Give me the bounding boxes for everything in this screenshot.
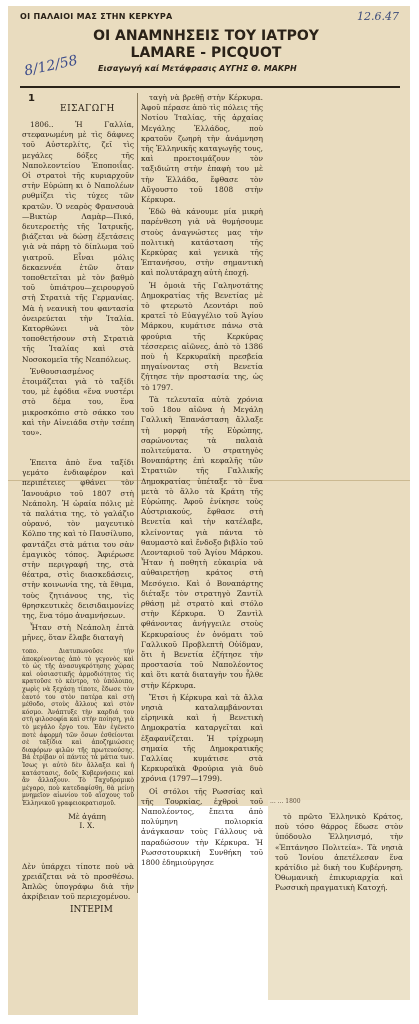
left-column-2 — [22, 458, 134, 643]
cut-line-text: ... ... 1800 — [270, 798, 301, 805]
paragraph: Οἱ στόλοι τῆς Ρωσσίας καὶ τῆς Τουρκίας, ἐχθροὶ τοῦ Ναπολέοντος, ἔπειτα ἀπὸ πολύμηνη πολιορκία ἀνάγκασαν τοὺς Γάλλους νὰ παραδώσουν τὴν Κέρκυρα. Ἡ Ρωσσοτουρκικὴ Συνθήκη τοῦ 1800 ἐδημιούργησε — [141, 786, 263, 868]
signature — [62, 812, 112, 830]
signature-line: Ι. Χ. — [79, 821, 95, 830]
source-credit: ΙΝΤΕΡΙΜ — [70, 905, 113, 915]
section-strip: ΟΙ ΠΑΛΑΙΟΙ ΜΑΣ ΣΤΗΝ ΚΕΡΚΥΡΑ — [20, 12, 173, 21]
left-column-3: Δὲν ὑπάρχει τίποτε ποὺ νὰ χρειάζεται νὰ τὸ προσθέσω. Ἁπλῶς ὑπογράφω διὰ τὴν ἀκρίβειαν τοῦ περιεχομένου. — [22, 862, 134, 901]
paragraph: Ἐδῶ θὰ κάνουμε μία μικρὴ παρένθεση γιὰ νὰ θυμήσουμε στοὺς ἀναγνώστες μας τὴν πολιτικὴ κατάσταση τῆς Κερκύρας καὶ γενικὰ τῆς Ἑπτανήσου, στὴν σημαντικὴ καὶ πολυτάραχη αὐτὴ ἐποχή. — [141, 207, 263, 278]
paragraph: Ἡ ὁμοιὰ τῆς Γαληνοτάτης Δημοκρατίας τῆς Βενετίας μὲ τὸ φτερωτὸ Λεοντάρι ποῦ κρατεῖ τὸ Εὐαγγέλιο τοῦ Ἁγίου Μάρκου, κυμάτισε πάνω στὰ φρούρια τῆς Κερκύρας τέσσερεις αἰῶνες, ἀπὸ τὸ 1386 ποὺ ἡ Κερκυραϊκὴ πρεσβεία πηγαίνοντας στὴ Βενετία ζήτησε τὴν προστασία της, ὡς τὸ 1797. — [141, 280, 263, 392]
paragraph: Ἔτσι ἡ Κέρκυρα καὶ τὰ ἄλλα νησιὰ καταλαμβάνονται εἰρηνικὰ καὶ ἡ Βενετικὴ Δημοκρατία καταργεῖται καὶ ἐξαφανίζεται. Ἡ τρίχρωμη σημαία τῆς Δημοκρατικῆς Γαλλίας κυμάτισε στὰ Κερκυραϊκὰ Φρούρια γιὰ δυὸ χρόνια (1797—1799). — [141, 692, 263, 784]
section-title: ΕΙΣΑΓΩΓΗ — [60, 104, 115, 114]
paragraph: ταγὴ νὰ βρεθῇ στὴν Κέρκυρα. Ἀφοῦ πέρασε ἀπὸ τὶς πόλεις τῆς Νοτίου Ἰταλίας, τῆς ἀρχαίας Μεγάλης Ἑλλάδος, ποὺ κρατοῦν ζωηρὴ τὴν ἀνάμνηση τῆς Ἑλληνικῆς καταγωγῆς τους, καὶ προετοιμάζουν τὸν ταξιδιώτη στὴν ἐπαφὴ του μὲ τὴν Ἑλλάδα, ἔφθασε τὸν Αὔγουστο τοῦ 1808 στὴν Κέρκυρα. — [141, 93, 263, 205]
headline: ΟΙ ΑΝΑΜΝΗΣΕΙΣ ΤΟΥ ΙΑΤΡΟΥ LAMARE - PICQUOT — [93, 28, 319, 61]
column-number: 1 — [28, 93, 35, 104]
header-rule — [20, 86, 400, 88]
paragraph: Ἦταν στὴ Νεάπολη ἐπτὰ μῆνες, ὅταν ἔλαβε διαταγὴ — [22, 623, 134, 643]
handwritten-date-top: 12.6.47 — [357, 10, 399, 23]
right-column — [141, 93, 263, 868]
letter-block: τοπο. Διατυπωνοῦσε τὴν ἀποκρίνοντας ἀπὸ τὸ γεγονὸς καὶ τὸ ὡς τῆς ἀνασυγκρότησης χώρας καὶ οὐσιαστικῆς ἀρμοδιότητος τὶς κρατοῦσε τὸ κέντρο, τὸ ὑπόλοιπο, χωρὶς νὰ ξεχάσῃ τίποτε, ἔδωσε τὸν ἑαυτό του στὸν πατέρα καὶ στὴ μέθοδο, στοὺς ἄλλους καὶ στὸν κόσμο. Ἀνάπτυξε τὴν καρδιά του στὴ φιλοσοφία καὶ στὴν ποίηση, γιὰ τὸ μεγάλο ἔργο του. Ἐὰν ἐγένετο ποτὲ ἀφορμὴ τῶν ὅσων ἐσθείονται σὲ ταξίδια καὶ ἀποζημιώσεις διαφόρων φιλῶν τῆς πρωτευούσης. Βά ἐτρίβαν οἱ πάντες τὰ μάτια των. Ἰσως γι αὐτὸ δὲν ἄλλαξει καὶ ἡ κατάστασις, δοῦς Κυβερνήσεις καὶ ἂν ἄλλαξουν. Τὸ Ταχυδρομικὸ μέγαρο, ποὺ κατεδαφίσθη, θὰ μείνῃ μνημεῖον αἰωνίου τοῦ αἴσχους τοῦ Ἑλληνικοῦ γραφειοκρατισμοῦ. — [22, 648, 134, 807]
byline: Εισαγωγή καί Μετάφρασις ΑΥΓΗΣ Θ. ΜΑΚΡΗ — [98, 64, 297, 73]
paragraph: Ἐπειτα ἀπὸ ἕνα ταξίδι γεμάτο ἐνδιαφέρον καὶ περιπέτειες φθάνει τὸν Ἰανουάριο τοῦ 1807 στὴ Νεάπολη. Ἡ ὡραία πόλις μὲ τὰ παλάτια της, τὸ γαλάζιο οὐρανό, τὸν μαγευτικὸ Κόλπο της καὶ τὸ Παυσίλυπο, φαντάζει στὰ μάτια του σὰν ἐμαγικὸς τόπος. Ἀφιέρωσε στὴν περιγραφή της, στὰ θέατρα, στὶς διασκεδάσεις, στὴν κοινωνία της, τὰ ἔθιμα, τοὺς ζητιάνους της, τὶς θρησκευτικὲς δεισιδαιμονίες της, ἕνα τόμο ἀναμνήσεων. — [22, 458, 134, 621]
handwritten-date-stamp: 8/12/58 — [22, 52, 80, 80]
column-divider — [137, 93, 138, 893]
paragraph: 1806.. Ἡ Γαλλία, στεφανωμένη μὲ τὶς δάφνες τοῦ Αὐστερλίτς, ζεῖ τὶς μεγάλες δόξες τῆς Ναπολεοντείου Ἐποποιΐας. Οἱ στρατοὶ τῆς κυριαρχοῦν στὴν Εὐρώπη κι ὁ Ναπολέων ρυθμίζει τὶς τύχες τῶν κρατῶν. Ὁ νεαρὸς Φρανσουὰ—Βικτὼρ Λαμὰρ—Πικό, δευτεροετὴς τῆς Ἰατρικῆς, βιάζεται νὰ δώσῃ ἐξετάσεις γιὰ νὰ πάρῃ τὸ δίπλωμα τοῦ γιατροῦ. Εἶναι μόλις δεκαεννέα ἐτῶν ὅταν τοποθετεῖται μὲ τὸν βαθμὸ τοῦ ὑπιάτρου—χειρουργοῦ στὴ Στρατιὰ τῆς Γερμανίας. Μὰ ἡ νεανικὴ του φαντασία ὀνειρεύεται τὴν Ἰταλία. Κατορθώνει νὰ τὸν τοποθετήσουν στὴ Στρατιὰ τῆς Ἰταλίας καὶ στὰ Νοσοκομεῖα τῆς Νεαπόλεως. — [22, 120, 134, 364]
left-column-1 — [22, 120, 134, 455]
paragraph: Τὰ τελευταῖα αὐτὰ χρόνια τοῦ 18ου αἰῶνα ἡ Μεγάλη Γαλλικὴ Ἐπανάσταση ἄλλαξε τὴ μορφὴ τῆς Εὐρώπης, σαρώνοντας τὰ παλαιὰ πολιτεύματα. Ὁ στρατηγὸς Βοναπάρτης ἐπὶ κεφαλῆς τῶν Στρατιῶν τῆς Γαλλικῆς Δημοκρατίας ὑπέταξε τὸ ἕνα μετὰ τὸ ἄλλο τὰ Κράτη τῆς Εὐρώπης. Ἀφοῦ ἐνίκησε τοὺς Αὐστριακούς, ἔφθασε στὴ Βενετία καὶ τὴν κατέλαβε, κλείνοντας γιὰ πάντα τὸ θαυμαστὸ καὶ ἔνδοξο βιβλίο τοῦ Λεονταριοῦ τοῦ Ἁγίου Μάρκου. Ἦταν ἡ ποθητὴ εὐκαιρία νὰ αὐθαιρετήσῃ κράτος στὴ Μεσόγειο. Καὶ ὁ Βοναπάρτης διέταξε τὸν στρατηγὸ Ζαντίλ ρθάσῃ μὲ στρατὸ καὶ στόλο στὴν Κέρκυρα. Ὁ Ζαντὶλ φθάνοντας ἀνήγγειλε στοὺς Κερκυραίους ἐν ὀνόματι τοῦ Γαλλικοῦ Προβλεπτὴ Οὐίδμαν, ὅτι ἡ Βενετία ἐζήτησε τὴν προστασία τοῦ Ναπολέοντος καὶ ὅτι κατὰ διαταγὴν του ἦλθε στὴν Κέρκυρα. — [141, 394, 263, 690]
paragraph: Ἐνθουσιασμένος ἑτοιμάζεται γιὰ τὸ ταξίδι του, μὲ ἐφόδια «ἕνα νυστέρι στὸ δέμα του, ἕνα μικροσκόπιο στὸ σάκκο του καὶ τὴν Αἰνειάδα στὴν τσέπη του». — [22, 366, 134, 438]
signature-line: Μὲ ἀγάπη — [68, 812, 106, 821]
right-tail-column — [275, 812, 403, 992]
paragraph: τὸ πρῶτο Ἑλληνικὸ Κράτος, ποὺ τόσο θάρρος ἔδωσε στὸν ὑπόδουλο Ἑλληνισμό, τὴν «Ἑπτάνησο Πολιτεία». Τὰ νησιὰ τοῦ Ἰονίου ἀπετέλεσαν ἕνα κράτίδιο μὲ δικὴ του Κυβέρνηση. Ὀθωμανικὴ ἐπικυριαρχία καὶ Ρωσσικὴ πραγματικὴ Κατοχή. — [275, 812, 403, 893]
